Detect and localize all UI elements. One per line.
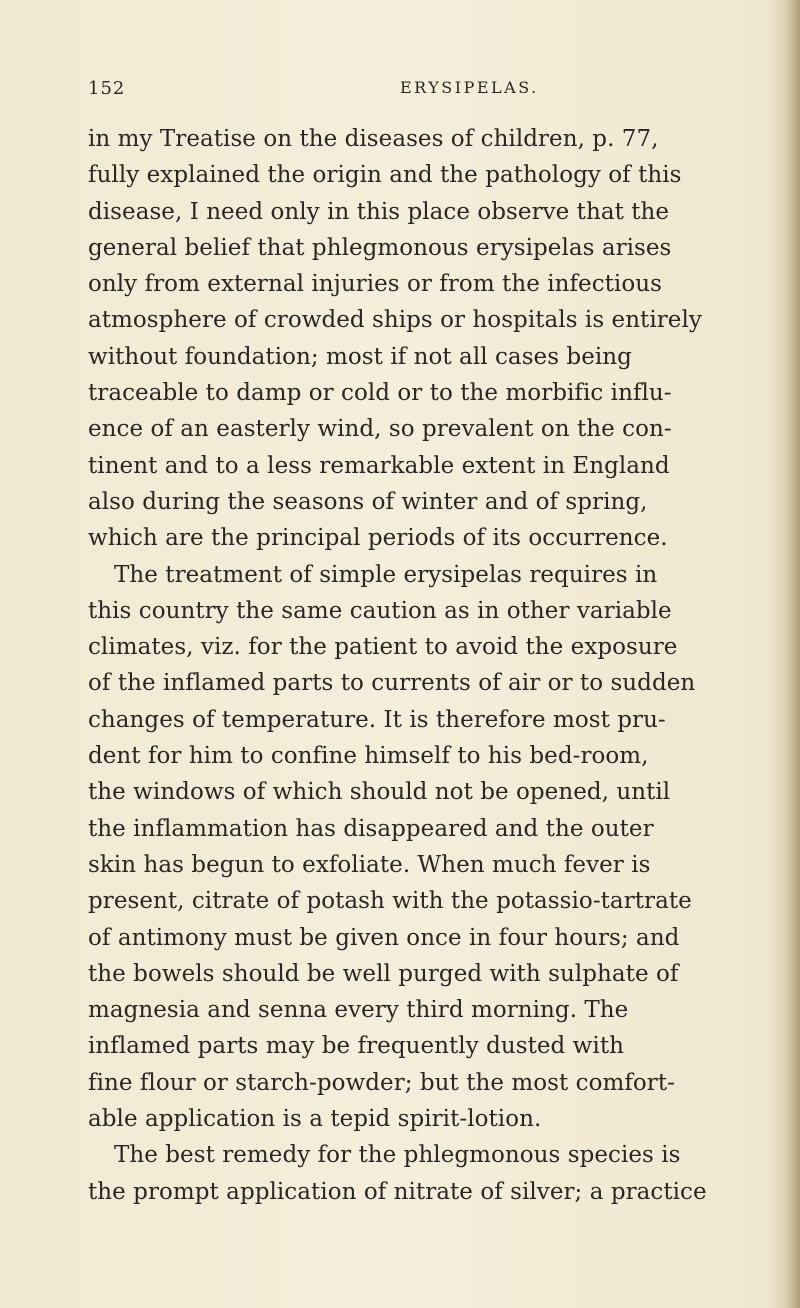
text-line: in my Treatise on the diseases of children, p. 77, [88,126,659,152]
text-line: without foundation; most if not all cases being [88,343,632,370]
page-header [88,78,738,104]
text-line: inflamed parts may be frequently dusted with [88,1033,624,1060]
text-line: the inflammation has disappeared and the outer [88,815,654,842]
paragraph-start-line: The treatment of simple erysipelas requires in [114,561,658,588]
text-line: which are the principal periods of its occurrence. [88,525,668,552]
text-line: changes of temperature. It is therefore most pru- [88,706,666,733]
text-line: only from external injuries or from the infectious [88,271,662,298]
text-line: of the inflamed parts to currents of air or to sudden [88,670,696,697]
text-line: present, citrate of potash with the potassio-tartrate [88,888,692,915]
text-line: traceable to damp or cold or to the morbific influ- [88,380,672,407]
text-line: tinent and to a less remarkable extent in England [88,452,670,479]
text-line: this country the same caution as in other variable [88,597,672,624]
text-line: able application is a tepid spirit-lotion. [88,1106,542,1133]
running-head: ERYSIPELAS. [400,78,539,97]
text-line: general belief that phlegmonous erysipelas arises [88,234,672,261]
text-line: the windows of which should not be opened, until [88,779,671,806]
text-line: ence of an easterly wind, so prevalent on the con- [88,416,672,443]
text-line: fine flour or starch-powder; but the most comfort- [88,1069,675,1096]
text-line: atmosphere of crowded ships or hospitals is entirely [88,307,702,334]
text-line: dent for him to confine himself to his bed-room, [88,743,649,770]
text-line: skin has begun to exfoliate. When much fever is [88,851,651,878]
text-line: the prompt application of nitrate of silver; a practice [88,1178,707,1205]
text-line: climates, viz. for the patient to avoid the exposure [88,634,678,661]
page-number: 152 [88,78,126,99]
text-line: the bowels should be well purged with sulphate of [88,960,679,987]
text-line: magnesia and senna every third morning. The [88,997,629,1024]
text-line: fully explained the origin and the pathology of this [88,162,682,189]
paragraph-start-line: The best remedy for the phlegmonous species is [114,1142,681,1169]
text-line: of antimony must be given once in four hours; and [88,924,680,951]
text-line: also during the seasons of winter and of spring, [88,488,648,515]
text-line: disease, I need only in this place observe that the [88,198,670,225]
body-text [88,121,800,1210]
